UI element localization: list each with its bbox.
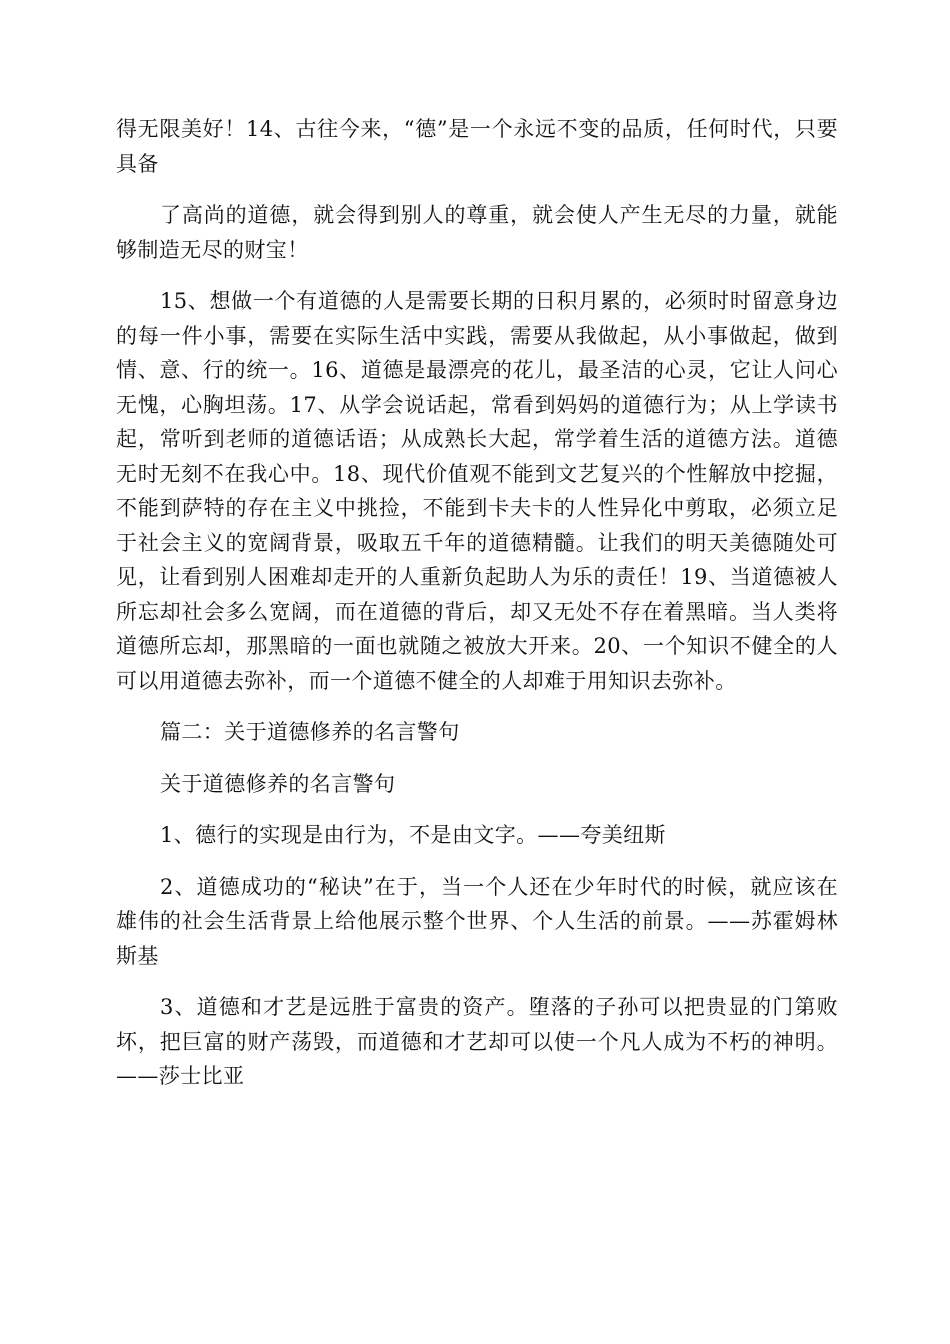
quote-item-3: 3、道德和才艺是远胜于富贵的资产。堕落的子孙可以把贵显的门第败坏，把巨富的财产荡毁，而道德和才艺却可以使一个凡人成为不朽的神明。——莎士比亚: [116, 995, 838, 1088]
quote-item-1: 1、德行的实现是由行为，不是由文字。——夸美纽斯: [160, 823, 666, 847]
section-subtitle: 关于道德修养的名言警句: [160, 771, 396, 796]
paragraph-continuation: 得无限美好！14、古往今来，“德”是一个永远不变的品质，任何时代，只要具备: [116, 117, 838, 176]
quote-item-2: 2、道德成功的“秘诀”在于，当一个人还在少年时代的时候，就应该在雄伟的社会生活背景上给他展示整个世界、个人生活的前景。——苏霍姆林斯基: [116, 874, 838, 968]
paragraph-morality-respect: 了高尚的道德，就会得到别人的尊重，就会使人产生无尽的力量，就能够制造无尽的财宝！: [116, 203, 838, 262]
section-heading: 篇二：关于道德修养的名言警句: [160, 720, 460, 744]
paragraph-quotes-15-20: 15、想做一个有道德的人是需要长期的日积月累的，必须时时留意身边的每一件小事，需要在实际生活中实践，需要从我做起，从小事做起，做到情、意、行的统一。16、道德是最漂亮的花儿，最圣洁的心灵，它让人问心无愧，心胸坦荡。17、从学会说话起，常看到妈妈的道德行为；从上学读书起，常听到老师的道德话语；从成熟长大起，常学着生活的道德方法。道德无时无刻不在我心中。18、现代价值观不能到文艺复兴的个性解放中挖掘，不能到萨特的存在主义中挑捡，不能到卡夫卡的人性异化中剪取，必须立足于社会主义的宽阔背景，吸取五千年的道德精髓。让我们的明天美德随处可见，让看到别人困难却走开的人重新负起助人为乐的责任！19、当道德被人所忘却社会多么宽阔，而在道德的背后，却又无处不存在着黑暗。当人类将道德所忘却，那黑暗的一面也就随之被放大开来。20、一个知识不健全的人可以用道德去弥补，而一个道德不健全的人却难于用知识去弥补。: [116, 289, 838, 693]
